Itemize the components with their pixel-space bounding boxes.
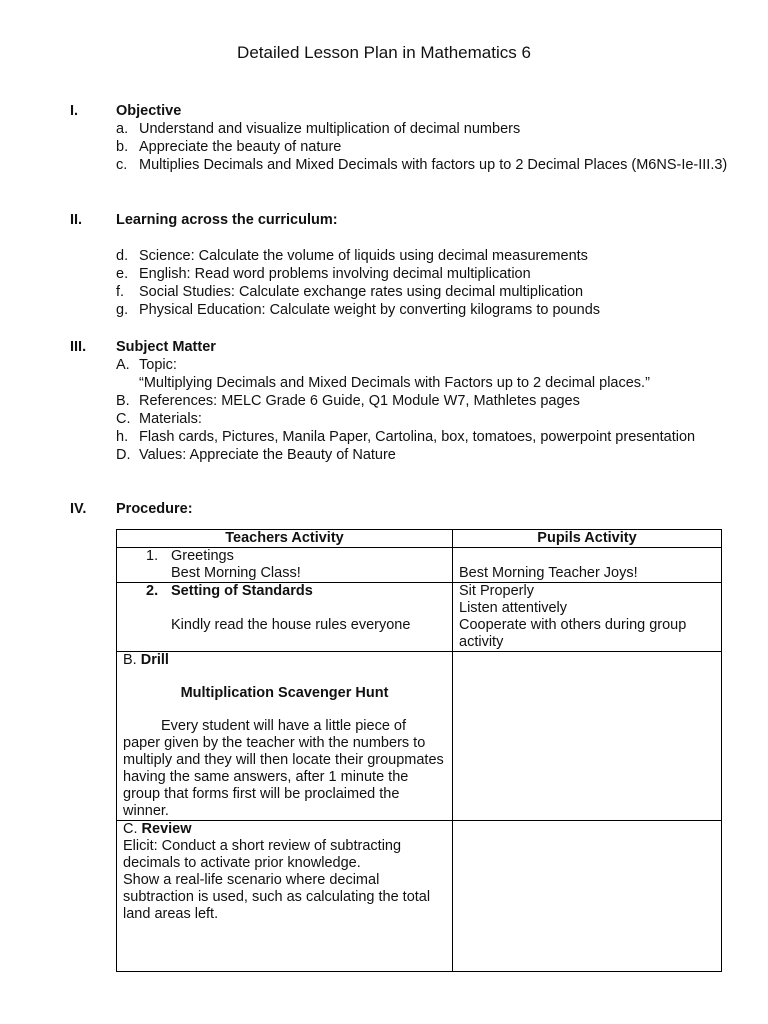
subject-list <box>70 356 730 464</box>
list-item-text: Flash cards, Pictures, Manila Paper, Cartolina, box, tomatoes, powerpoint presentation <box>139 429 696 445</box>
list-marker: D. <box>116 447 131 463</box>
list-item <box>116 156 730 174</box>
section-heading: Procedure: <box>116 501 193 517</box>
section-numeral: I. <box>70 103 79 119</box>
section-procedure <box>70 500 730 518</box>
list-item <box>116 138 730 156</box>
list-item-text: Appreciate the beauty of nature <box>139 139 342 155</box>
section-numeral: III. <box>70 339 87 355</box>
review-label: Review <box>141 821 192 837</box>
review-prefix: C. <box>123 821 138 837</box>
procedure-table <box>116 529 722 972</box>
standards-title: Setting of Standards <box>171 583 313 599</box>
list-item-text: References: MELC Grade 6 Guide, Q1 Module W7, Mathletes pages <box>139 393 580 409</box>
list-item-text: Topic: <box>139 357 177 373</box>
section-heading: Subject Matter <box>116 339 216 355</box>
pupil-rule: Cooperate with others during group activity <box>459 617 687 650</box>
list-item <box>116 428 730 446</box>
review-line: Elicit: Conduct a short review of subtracting decimals to activate prior knowledge. <box>123 838 402 871</box>
list-item <box>116 265 730 283</box>
list-marker: g. <box>116 302 129 318</box>
list-item <box>116 120 730 138</box>
list-marker: d. <box>116 248 129 264</box>
section-subject-matter <box>70 338 730 464</box>
pupils-activity-header: Pupils Activity <box>453 530 722 548</box>
list-marker: B. <box>116 393 130 409</box>
list-marker: a. <box>116 121 129 137</box>
list-item-text: English: Read word problems involving decimal multiplication <box>139 266 531 282</box>
teachers-activity-header: Teachers Activity <box>117 530 453 548</box>
table-header-row <box>117 530 722 548</box>
teacher-instruction: Kindly read the house rules everyone <box>171 617 411 633</box>
section-learning <box>70 211 730 319</box>
list-item <box>116 446 730 464</box>
section-numeral: II. <box>70 212 83 228</box>
section-numeral: IV. <box>70 501 87 517</box>
item-number: 2. <box>146 583 159 599</box>
list-item-text: Values: Appreciate the Beauty of Nature <box>139 447 396 463</box>
list-marker: f. <box>116 284 125 300</box>
pupil-cell <box>453 548 722 583</box>
list-marker: c. <box>116 157 128 173</box>
list-item <box>116 356 730 374</box>
teacher-cell <box>117 821 453 972</box>
topic-title: “Multiplying Decimals and Mixed Decimals with Factors up to 2 decimal places.” <box>139 375 650 391</box>
list-item <box>116 247 730 265</box>
learning-list <box>70 247 730 319</box>
objective-list <box>70 120 730 174</box>
teacher-cell <box>117 548 453 583</box>
review-line: Show a real-life scenario where decimal subtraction is used, such as calculating the total land areas left. <box>123 872 431 922</box>
section-heading: Learning across the curriculum: <box>116 212 338 228</box>
table-row <box>117 652 722 821</box>
drill-description: Every student will have a little piece of paper given by the teacher with the numbers to multiply and they will then locate their groupmates having the same answers, after 1 minute the group that forms first will be proclaimed the winner. <box>123 718 444 819</box>
list-marker: e. <box>116 266 129 282</box>
list-item <box>116 410 730 428</box>
list-item <box>116 301 730 319</box>
table-row <box>117 583 722 652</box>
pupil-cell <box>453 821 722 972</box>
list-marker: b. <box>116 139 129 155</box>
list-item-text: Physical Education: Calculate weight by converting kilograms to pounds <box>139 302 601 318</box>
list-item-text: Materials: <box>139 411 202 427</box>
list-item <box>116 374 730 392</box>
teacher-cell <box>117 583 453 652</box>
pupil-greeting: Best Morning Teacher Joys! <box>459 565 638 581</box>
list-item <box>116 392 730 410</box>
table-row <box>117 548 722 583</box>
list-item-text: Understand and visualize multiplication of decimal numbers <box>139 121 521 137</box>
item-number: 1. <box>146 548 159 564</box>
list-item-text: Multiplies Decimals and Mixed Decimals with factors up to 2 Decimal Places (M6NS-Ie-III.3) <box>139 157 728 173</box>
list-marker: C. <box>116 411 131 427</box>
table-row <box>117 821 722 972</box>
section-heading: Objective <box>116 103 182 119</box>
section-objective <box>70 102 730 174</box>
teacher-greeting: Best Morning Class! <box>171 565 301 581</box>
teacher-cell <box>117 652 453 821</box>
list-marker: A. <box>116 357 130 373</box>
pupil-cell <box>453 652 722 821</box>
list-marker: h. <box>116 429 129 445</box>
drill-label: Drill <box>140 652 169 668</box>
pupil-rule: Sit Properly <box>459 583 534 599</box>
pupil-rule: Listen attentively <box>459 600 568 616</box>
greetings-title: Greetings <box>171 548 234 564</box>
document-title: Detailed Lesson Plan in Mathematics 6 <box>237 43 531 62</box>
drill-prefix: B. <box>123 652 137 668</box>
list-item-text: Social Studies: Calculate exchange rates using decimal multiplication <box>139 284 584 300</box>
pupil-cell <box>453 583 722 652</box>
drill-subtitle: Multiplication Scavenger Hunt <box>180 685 389 701</box>
list-item-text: Science: Calculate the volume of liquids using decimal measurements <box>139 248 588 264</box>
list-item <box>116 283 730 301</box>
